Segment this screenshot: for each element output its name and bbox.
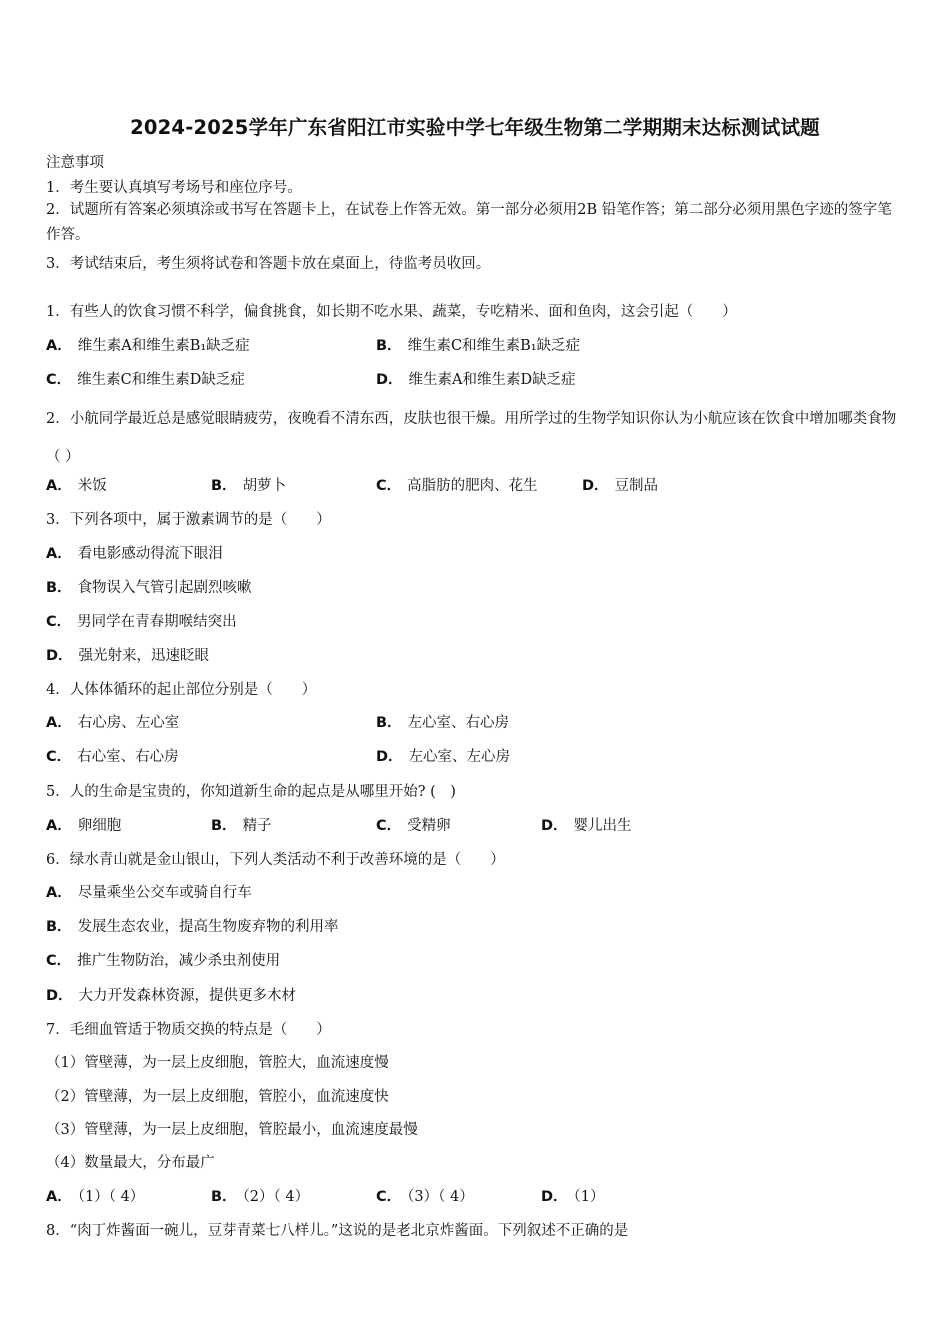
option-a: A． 维生素A和维生素B₁缺乏症 xyxy=(46,338,250,354)
option-c: C． 受精卵 xyxy=(376,818,451,834)
question-stem: 4．人体体循环的起止部位分别是（ ） xyxy=(46,682,317,698)
option-a: A． 米饭 xyxy=(46,478,107,494)
option-d: D． 婴儿出生 xyxy=(541,818,632,834)
question-stem: 8．“肉丁炸酱面一碗儿，豆芽青菜七八样儿。”这说的是老北京炸酱面。下列叙述不正确的是 xyxy=(46,1223,629,1239)
notice-item: 1．考生要认真填写考场号和座位序号。 xyxy=(46,180,302,196)
option-d: D． 大力开发森林资源，提供更多木材 xyxy=(46,988,297,1004)
option-a: A． 右心房、左心室 xyxy=(46,715,180,731)
option-b: B． 左心室、右心房 xyxy=(376,715,510,731)
statement: （2）管壁薄，为一层上皮细胞，管腔小，血流速度快 xyxy=(46,1089,389,1105)
option-b: B． 精子 xyxy=(211,818,272,834)
option-c: C． 维生素C和维生素D缺乏症 xyxy=(46,372,245,388)
option-d: D． 强光射来，迅速眨眼 xyxy=(46,648,210,664)
option-c: C． （3）（ 4） xyxy=(376,1189,474,1205)
option-d: D． 维生素A和维生素D缺乏症 xyxy=(376,372,576,388)
option-c: C． 高脂肪的肥肉、花生 xyxy=(376,478,538,494)
option-a: A． 看电影感动得流下眼泪 xyxy=(46,546,223,562)
statement: （1）管壁薄，为一层上皮细胞，管腔大，血流速度慢 xyxy=(46,1055,389,1071)
statement: （3）管壁薄，为一层上皮细胞，管腔最小，血流速度最慢 xyxy=(46,1122,418,1138)
option-d: D． 左心室、左心房 xyxy=(376,749,511,765)
statement: （4）数量最大，分布最广 xyxy=(46,1155,215,1171)
notice-item: 2．试题所有答案必须填涂或书写在答题卡上，在试卷上作答无效。第一部分必须用2B 铅笔作答；第二部分必须用黑色字迹的签字笔作答。 xyxy=(46,202,892,243)
option-a: A． 卵细胞 xyxy=(46,818,122,834)
option-c: C． 推广生物防治，减少杀虫剂使用 xyxy=(46,953,281,969)
question-stem: 5．人的生命是宝贵的，你知道新生命的起点是从哪里开始? ( ) xyxy=(46,784,456,800)
question-stem: 1．有些人的饮食习惯不科学，偏食挑食，如长期不吃水果、蔬菜，专吃精米、面和鱼肉，这会引起（ ） xyxy=(46,304,737,320)
question-stem: 7．毛细血管适于物质交换的特点是（ ） xyxy=(46,1022,331,1038)
option-d: D． 豆制品 xyxy=(582,478,659,494)
notice-heading: 注意事项 xyxy=(46,155,104,171)
option-b: B． （2）（ 4） xyxy=(211,1189,310,1205)
option-b: B． 胡萝卜 xyxy=(211,478,287,494)
option-b: B． 发展生态农业，提高生物废弃物的利用率 xyxy=(46,919,339,935)
page-title: 2024-2025学年广东省阳江市实验中学七年级生物第二学期期末达标测试试题 xyxy=(130,116,820,139)
notice-item: 3．考试结束后，考生须将试卷和答题卡放在桌面上，待监考员收回。 xyxy=(46,256,491,272)
option-d: D． （1） xyxy=(541,1189,605,1205)
option-b: B． 维生素C和维生素B₁缺乏症 xyxy=(376,338,581,354)
option-a: A． （1）（ 4） xyxy=(46,1189,145,1205)
question-stem: 6．绿水青山就是金山银山，下列人类活动不利于改善环境的是（ ） xyxy=(46,852,505,868)
option-a: A． 尽量乘坐公交车或骑自行车 xyxy=(46,885,252,901)
question-stem: 2．小航同学最近总是感觉眼睛疲劳，夜晚看不清东西，皮肤也很干燥。用所学过的生物学知识你认为小航应该在饮食中增加哪类食物（ ） xyxy=(46,411,897,465)
option-c: C． 男同学在青春期喉结突出 xyxy=(46,614,237,630)
option-c: C． 右心室、右心房 xyxy=(46,749,179,765)
question-stem: 3．下列各项中，属于激素调节的是（ ） xyxy=(46,512,331,528)
option-b: B． 食物误入气管引起剧烈咳嗽 xyxy=(46,580,252,596)
